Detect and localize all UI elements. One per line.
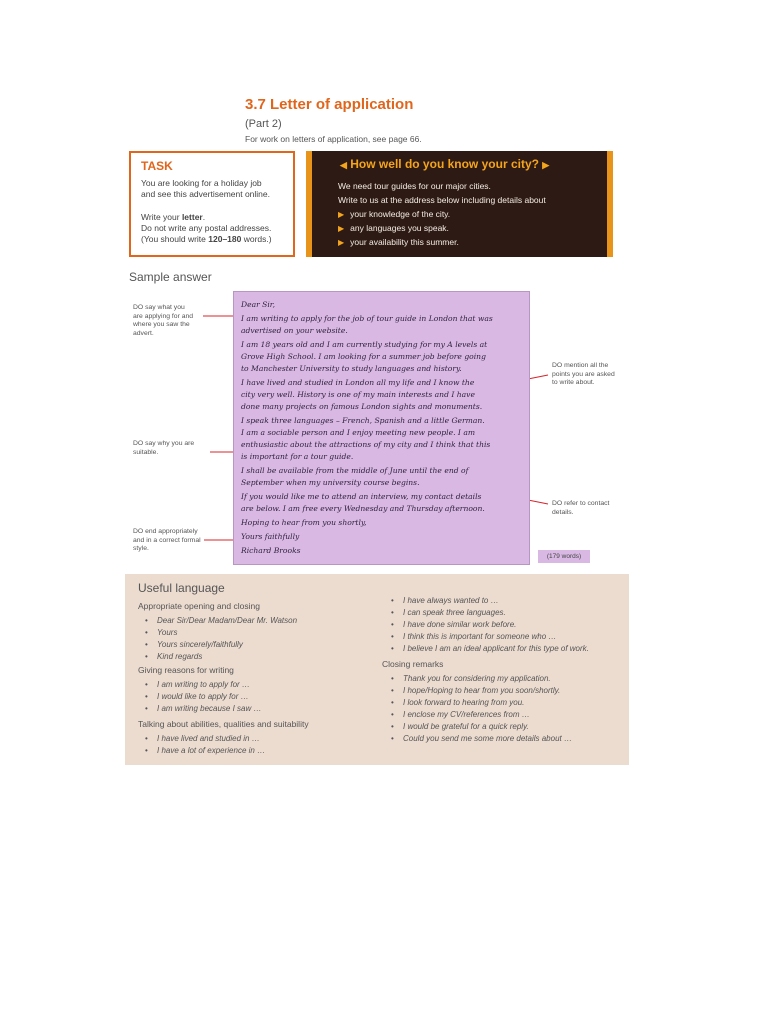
- useful-item: • I look forward to hearing from you.: [403, 698, 524, 707]
- advertisement-bullet: ▶ your knowledge of the city.: [338, 209, 451, 219]
- letter-line: are below. I am free every Wednesday and Thursday afternoon.: [241, 504, 485, 513]
- sample-answer-heading: Sample answer: [129, 270, 212, 284]
- task-heading: TASK: [141, 159, 173, 173]
- useful-item: • I have lived and studied in …: [157, 734, 260, 743]
- useful-language-heading: Useful language: [138, 581, 225, 595]
- letter-line: done many projects on famous London sights and monuments.: [241, 402, 483, 411]
- useful-item: • I enclose my CV/references from …: [403, 710, 530, 719]
- useful-item: • I have done similar work before.: [403, 620, 516, 629]
- page-subtitle: (Part 2): [245, 118, 282, 130]
- useful-subheading: Appropriate opening and closing: [138, 601, 260, 611]
- letter-line: September when my university course begins.: [241, 478, 420, 487]
- margin-note-right-2: DO refer to contact details.: [552, 500, 610, 516]
- task-line: You are looking for a holiday job: [141, 178, 262, 188]
- useful-subheading: Giving reasons for writing: [138, 665, 234, 675]
- letter-line: I am 18 years old and I am currently studying for my A levels at: [241, 340, 488, 349]
- letter-line: Hoping to hear from you shortly,: [241, 518, 367, 527]
- advertisement-bullet: ▶ any languages you speak.: [338, 223, 449, 233]
- useful-item: • Yours sincerely/faithfully: [157, 640, 243, 649]
- bullet-arrow-icon: ▶: [338, 238, 345, 247]
- margin-note-left-2: DO say why you are suitable.: [133, 440, 195, 456]
- cross-reference-note: For work on letters of application, see page 66.: [245, 134, 422, 144]
- useful-item: • I would like to apply for …: [157, 692, 249, 701]
- word-count-badge: (179 words): [538, 550, 590, 563]
- advertisement-line: We need tour guides for our major cities.: [338, 181, 491, 191]
- useful-item: • I have always wanted to …: [403, 596, 499, 605]
- letter-line: enthusiastic about the attractions of my city and I think that this: [241, 440, 491, 449]
- letter-line: I am a sociable person and I enjoy meeting new people. I am: [241, 428, 476, 437]
- triangle-right-icon: ▶: [542, 160, 550, 170]
- useful-item: • Could you send me some more details about …: [403, 734, 572, 743]
- useful-item: • I hope/Hoping to hear from you soon/shortly.: [403, 686, 560, 695]
- useful-item: • I would be grateful for a quick reply.: [403, 722, 529, 731]
- useful-item: • Dear Sir/Dear Madam/Dear Mr. Watson: [157, 616, 297, 625]
- task-line: and see this advertisement online.: [141, 189, 270, 199]
- sample-letter: [233, 291, 530, 565]
- margin-note-left-1: DO say what you are applying for and where you saw the advert.: [133, 304, 194, 337]
- useful-subheading: Talking about abilities, qualities and suitability: [138, 719, 309, 729]
- useful-item: • I think this is important for someone who …: [403, 632, 556, 641]
- margin-note-left-3: DO end appropriately and in a correct formal style.: [133, 528, 201, 552]
- bullet-arrow-icon: ▶: [338, 224, 345, 233]
- task-line: Write your letter.: [141, 212, 206, 222]
- letter-line: Richard Brooks: [241, 546, 301, 555]
- bullet-arrow-icon: ▶: [338, 210, 345, 219]
- letter-line: advertised on your website.: [241, 326, 348, 335]
- useful-language-box: [125, 574, 629, 765]
- letter-line: I have lived and studied in London all my life and I know the: [241, 378, 475, 387]
- useful-item: • Kind regards: [157, 652, 202, 661]
- task-line: (You should write 120–180 words.): [141, 234, 272, 244]
- triangle-left-icon: ◀: [340, 160, 347, 170]
- letter-line: I am writing to apply for the job of tour guide in London that was: [241, 314, 493, 323]
- letter-line: city very well. History is one of my main interests and I have: [241, 390, 475, 399]
- margin-note-right-1: DO mention all the points you are asked to write about.: [552, 362, 615, 386]
- useful-item: • I can speak three languages.: [403, 608, 506, 617]
- letter-line: Grove High School. I am looking for a summer job before going: [241, 352, 486, 361]
- letter-line: I shall be available from the middle of June until the end of: [241, 466, 469, 475]
- useful-subheading: Closing remarks: [382, 659, 444, 669]
- advertisement-heading: ◀ How well do you know your city? ▶: [340, 157, 550, 171]
- advertisement-line: Write to us at the address below including details about: [338, 195, 546, 205]
- task-line: Do not write any postal addresses.: [141, 223, 272, 233]
- letter-line: If you would like me to attend an interview, my contact details: [241, 492, 482, 501]
- useful-item: • Thank you for considering my application.: [403, 674, 551, 683]
- useful-item: • Yours: [157, 628, 177, 637]
- useful-item: • I am writing because I saw …: [157, 704, 261, 713]
- letter-line: to Manchester University to study languages and history.: [241, 364, 462, 373]
- useful-item: • I am writing to apply for …: [157, 680, 250, 689]
- letter-line: I speak three languages – French, Spanish and a little German.: [241, 416, 485, 425]
- page-title: 3.7 Letter of application: [245, 96, 414, 113]
- letter-line: Yours faithfully: [241, 532, 300, 541]
- letter-line: is important for a tour guide.: [241, 452, 354, 461]
- letter-line: Dear Sir,: [241, 300, 275, 309]
- useful-item: • I believe I am an ideal applicant for this type of work.: [403, 644, 589, 653]
- advertisement-bullet: ▶ your availability this summer.: [338, 237, 459, 247]
- useful-item: • I have a lot of experience in …: [157, 746, 265, 755]
